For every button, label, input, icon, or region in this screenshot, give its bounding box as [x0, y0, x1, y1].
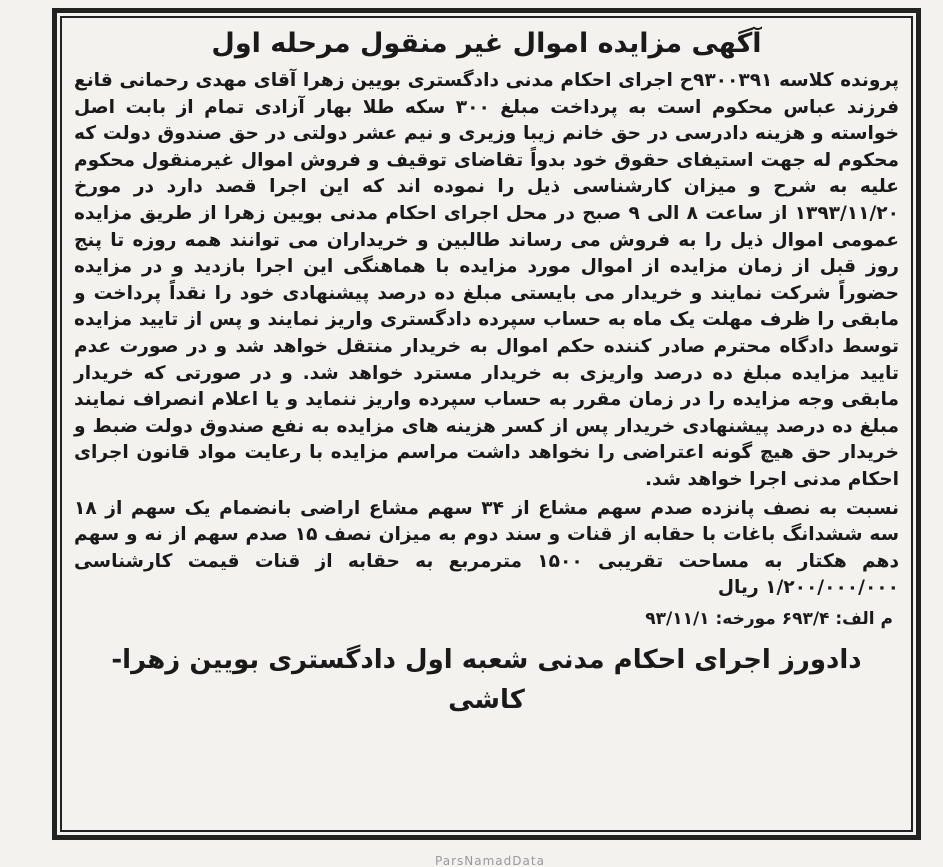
- notice-paragraph-property: نسبت به نصف پانزده صدم سهم مشاع از ۳۴ سهم مشاع اراضی بانضمام یک سهم از ۱۸ سه ششدانگ باغات با حقابه از قنات و سند دوم به میزان نصف ۱۵ صدم سهم از نه و سهم دهم هکتار به مساحت تقریبی ۱۵۰۰ مترمربع به حقابه از قنات قیمت کارشناسی ۱/۲۰۰/۰۰۰/۰۰۰ ریال: [74, 497, 899, 599]
- auction-notice: [74, 24, 899, 824]
- notice-reference-number: م الف: ۶۹۳/۴ مورخه: ۹۳/۱۱/۱: [645, 608, 893, 629]
- notice-signature: دادورز اجرای احکام مدنی شعبه اول دادگستری بویین زهرا- کاشی: [111, 644, 862, 715]
- notice-title: آگهی مزایده اموال غیر منقول مرحله اول: [211, 28, 762, 59]
- notice-paragraph-terms: پرونده کلاسه ۹۳۰۰۳۹۱ح اجرای احکام مدنی دادگستری بویین زهرا آقای مهدی رحمانی قانع فرزند عباس محکوم است به پرداخت مبلغ ۳۰۰ سکه طلا بهار آزادی تمام از بابت اصل خواسته و هزینه دادرسی در حق خانم زیبا وزیری و نیم عشر دولتی در حق صندوق دولت که محکوم له جهت استیفای حقوق خود بدواً تقاضای توقیف و فروش اموال غیرمنقول محکوم علیه به شرح و میزان کارشناسی ذیل را نموده اند که این اجرا قصد دارد در مورخ ۱۳۹۳/۱۱/۲۰ از ساعت ۸ الی ۹ صبح در محل اجرای احکام مدنی بویین زهرا از طریق مزایده عمومی اموال ذیل را به فروش می رساند طالبین و خریداران می توانند همه روزه تا پنج روز قبل از زمان مزایده از اموال مورد مزایده با هماهنگی این اجرا بازدید و در مزایده حضوراً شرکت نمایند و خریدار می بایستی مبلغ ده درصد پیشنهادی خود را نقداً پرداخت و مابقی را ظرف مهلت یک ماه به حساب سپرده دادگستری واریز نمایند و پس از تایید مزایده توسط دادگاه محترم صادر کننده حکم اموال به خریدار منتقل خواهد شد و در صورت عدم تایید مزایده مبلغ ده درصد واریزی به خریدار مسترد خواهد شد. و در صورتی که خریدار مابقی وجه مزایده را در زمان مقرر به حساب سپرده واریز ننماید و یا اعلام انصراف نمایند مبلغ ده درصد پیشنهادی خریدار پس از کسر هزینه های مزایده به نفع صندوق دولت ضبط و خریدار حق هیچ گونه اعتراضی را نخواهد داشت مراسم مزایده با رعایت مواد قانون اجرای احکام مدنی اجرا خواهد شد.: [74, 70, 900, 490]
- site-watermark: ParsNamadData: [435, 855, 545, 867]
